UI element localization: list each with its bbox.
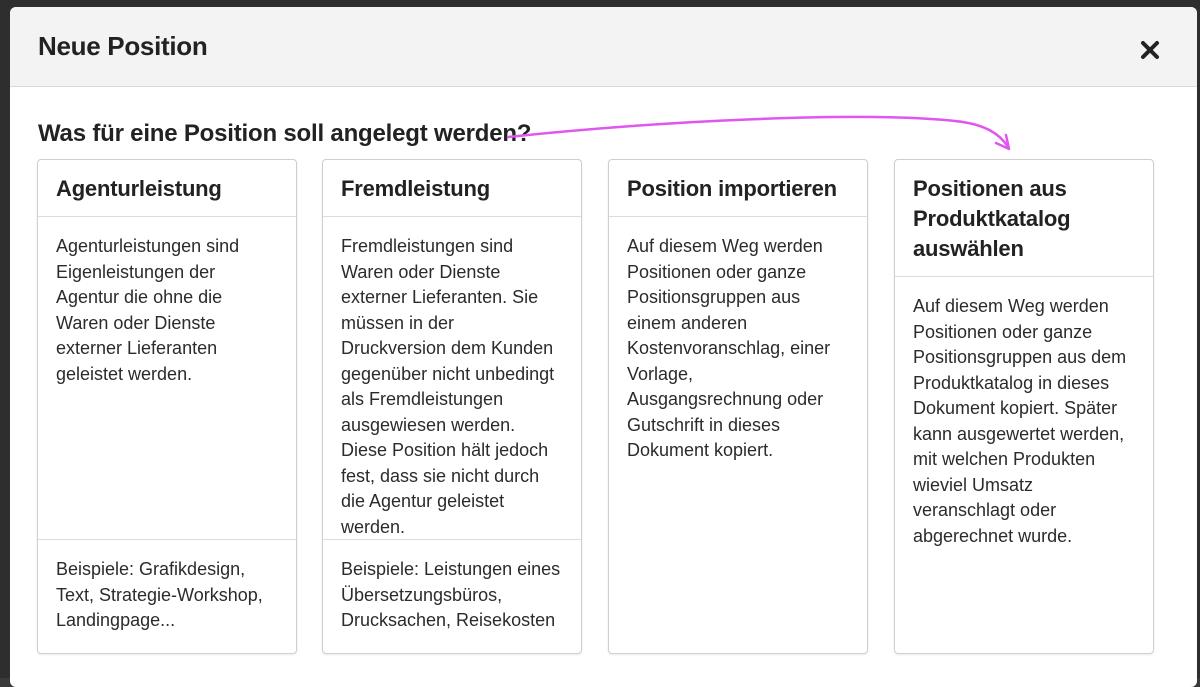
close-button[interactable]	[1137, 37, 1163, 63]
option-card-position-importieren[interactable]	[608, 159, 868, 654]
card-description: Auf diesem Weg werden Positionen oder ganze Positionsgruppen aus dem Produktkatalog in dieses Dokument kopiert. Später kann ausgewertet werden, mit welchen Produkten wieviel Umsatz veranschlagt oder abgerechnet wurde.	[913, 296, 1127, 546]
card-title: Fremdleistung	[323, 160, 581, 217]
option-card-produktkatalog[interactable]	[894, 159, 1154, 654]
card-examples: Beispiele: Leistungen eines Übersetzungsbüros, Drucksachen, Reisekosten	[323, 539, 581, 653]
card-description: Fremdleistungen sind Waren oder Dienste externer Lieferanten. Sie müssen in der Druckversion dem Kunden gegenüber nicht unbedingt als Fremdleistungen ausgewiesen werden. Diese Position hält jedoch fest, dass sie nicht durch die Agentur geleistet werden.	[341, 236, 555, 537]
card-title: Positionen aus Produktkatalog auswählen	[895, 160, 1153, 277]
card-examples: Beispiele: Grafikdesign, Text, Strategie-Workshop, Landingpage...	[38, 539, 296, 653]
option-card-agenturleistung[interactable]	[37, 159, 297, 654]
close-icon[interactable]	[1137, 37, 1163, 63]
new-position-modal	[10, 7, 1197, 687]
modal-title: Neue Position	[38, 31, 208, 61]
card-title: Position importieren	[609, 160, 867, 217]
card-description: Agenturleistungen sind Eigenleistungen der Agentur die ohne die Waren oder Dienste externer Lieferanten geleistet werden.	[56, 236, 240, 384]
question-heading: Was für eine Position soll angelegt werden?	[38, 120, 532, 147]
modal-body	[10, 87, 1197, 687]
modal-header	[10, 7, 1197, 87]
card-title: Agenturleistung	[38, 160, 296, 217]
card-description: Auf diesem Weg werden Positionen oder ganze Positionsgruppen aus einem anderen Kostenvoranschlag, einer Vorlage, Ausgangsrechnung oder Gutschrift in dieses Dokument kopiert.	[627, 236, 831, 460]
option-card-fremdleistung[interactable]	[322, 159, 582, 654]
